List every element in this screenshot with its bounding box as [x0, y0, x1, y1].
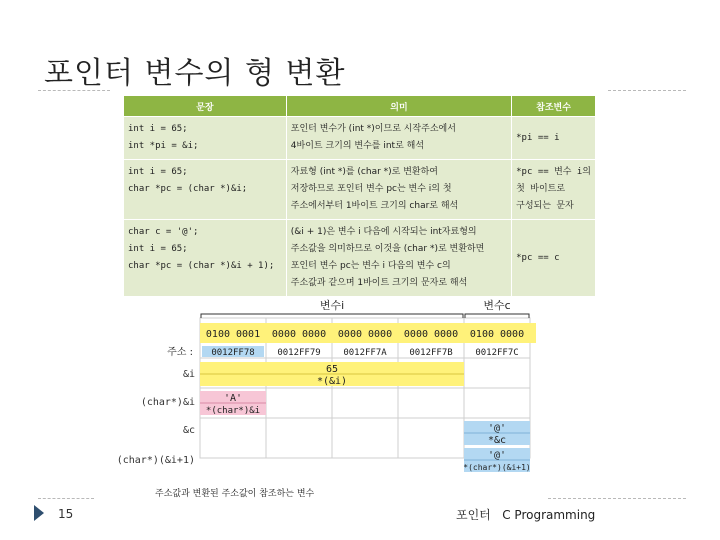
reference-line: 첫 바이트로 — [516, 184, 566, 194]
meaning-line: 주소값과 같으며 1바이트 크기의 문자로 해석 — [290, 278, 468, 288]
meaning-line: 포인터 변수 pc는 변수 i 다음의 변수 c의 — [290, 261, 451, 271]
row-label: &i — [182, 369, 195, 380]
meaning-line: 주소값을 의미하므로 이것을 (char *)로 변환하면 — [290, 244, 485, 254]
code-line: int i = 65; — [128, 167, 188, 177]
byte-cell: 0100 0001 — [205, 329, 261, 340]
header-reference: 참조변수 — [512, 96, 596, 117]
meaning-line: 저장하므로 포인터 변수 pc는 변수 i의 첫 — [290, 184, 452, 194]
address-cell: 0012FF7A — [343, 348, 387, 358]
address-cell: 0012FF78 — [211, 348, 255, 358]
header-meaning: 의미 — [286, 96, 511, 117]
reference-line: *pc == c — [516, 252, 560, 263]
c2-deref: *(char*)(&i+1) — [463, 463, 531, 472]
code-line: int i = 65; — [128, 244, 188, 254]
page-number: 15 — [58, 507, 74, 521]
var-c-label: 변수c — [483, 299, 511, 312]
address-cell: 0012FF7B — [409, 348, 453, 358]
footer-divider-left — [38, 498, 94, 499]
row-label: (char*)(&i+1) — [116, 455, 195, 466]
address-cell: 0012FF7C — [475, 348, 519, 358]
char-i-deref: *(char*)&i — [205, 406, 261, 416]
meaning-line: 주소에서부터 1바이트 크기의 char로 해석 — [290, 201, 459, 211]
byte-cell: 0000 0000 — [403, 329, 459, 340]
meaning-line: 자료형 (int *)를 (char *)로 변환하여 — [290, 167, 438, 177]
meaning-line: 4바이트 크기의 변수를 int로 해석 — [290, 141, 425, 151]
int-deref: *(&i) — [316, 376, 348, 387]
reference-line: *pi == i — [516, 132, 560, 143]
row-label: (char*)&i — [140, 397, 195, 408]
code-line: char c = '@'; — [128, 227, 199, 237]
header-statement: 문장 — [124, 96, 287, 117]
meaning-line: 포인터 변수가 (int *)이므로 시작주소에서 — [290, 124, 456, 134]
bullet-arrow-icon — [34, 505, 44, 521]
diagram-caption: 주소값과 변환된 주소값이 참조하는 변수 — [155, 489, 315, 499]
code-line: int i = 65; — [128, 124, 188, 134]
reference-line: 구성되는 문자 — [516, 201, 574, 211]
var-i-label: 변수i — [319, 299, 345, 312]
byte-cell: 0100 0000 — [469, 329, 525, 340]
footer-text: 포인터 C Programming — [456, 508, 596, 522]
var-i-bracket — [201, 314, 463, 318]
row-label: &c — [182, 425, 195, 436]
code-line: char *pc = (char *)&i; — [128, 184, 248, 194]
int-value: 65 — [325, 364, 339, 375]
footer-divider-right — [548, 498, 686, 499]
c-deref: *&c — [487, 435, 507, 446]
reference-line: *pc == 변수 i의 — [516, 167, 591, 177]
char-i-value: 'A' — [223, 393, 243, 404]
byte-cell: 0000 0000 — [271, 329, 327, 340]
slide-title: 포인터 변수의 형 변환 — [44, 56, 346, 91]
c2-value: '@' — [487, 450, 507, 461]
address-label: 주소 : — [167, 347, 193, 358]
code-line: int *pi = &i; — [128, 141, 199, 151]
c-value: '@' — [487, 423, 507, 434]
code-line: char *pc = (char *)&i + 1); — [128, 261, 275, 271]
var-c-bracket — [465, 314, 529, 318]
byte-cell: 0000 0000 — [337, 329, 393, 340]
address-cell: 0012FF79 — [277, 348, 321, 358]
meaning-line: (&i + 1)은 변수 i 다음에 시작되는 int자료형의 — [290, 227, 477, 237]
